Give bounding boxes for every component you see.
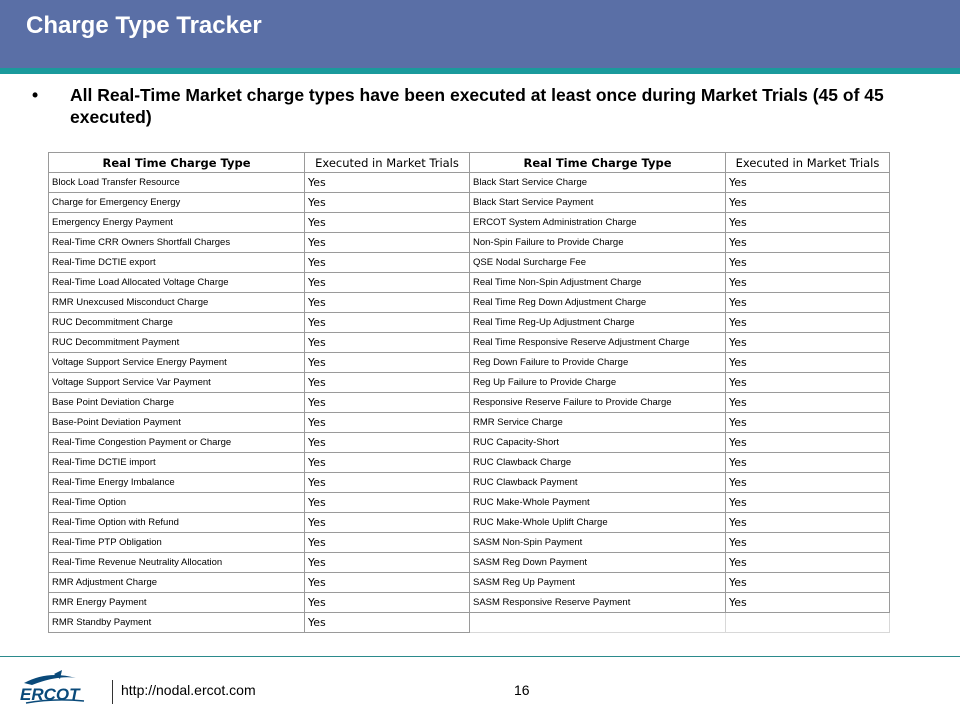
- table-row: [49, 293, 890, 313]
- executed-cell: Yes: [726, 353, 890, 373]
- executed-cell: Yes: [726, 213, 890, 233]
- table-row: [49, 593, 890, 613]
- table-row: [49, 373, 890, 393]
- charge-type-cell: Real Time Reg Down Adjustment Charge: [470, 293, 726, 313]
- charge-type-cell: RUC Capacity-Short: [470, 433, 726, 453]
- executed-cell: Yes: [726, 433, 890, 453]
- executed-cell: Yes: [305, 373, 470, 393]
- charge-type-cell: Base-Point Deviation Payment: [49, 413, 305, 433]
- bullet-marker: •: [32, 85, 39, 105]
- executed-cell: Yes: [726, 553, 890, 573]
- charge-type-cell: Voltage Support Service Var Payment: [49, 373, 305, 393]
- header-charge-type-left: Real Time Charge Type: [49, 153, 305, 173]
- executed-cell: Yes: [726, 233, 890, 253]
- charge-type-cell: Real-Time DCTIE export: [49, 253, 305, 273]
- header-executed-left: Executed in Market Trials: [305, 153, 470, 173]
- charge-type-cell: Real-Time Revenue Neutrality Allocation: [49, 553, 305, 573]
- charge-type-cell: SASM Reg Up Payment: [470, 573, 726, 593]
- ercot-logo: [18, 670, 93, 706]
- table-header-row: [49, 153, 890, 173]
- charge-type-cell: [470, 613, 726, 633]
- charge-type-cell: Charge for Emergency Energy: [49, 193, 305, 213]
- executed-cell: Yes: [305, 573, 470, 593]
- executed-cell: Yes: [305, 533, 470, 553]
- table-row: [49, 533, 890, 553]
- executed-cell: Yes: [305, 313, 470, 333]
- svg-text:ERCOT: ERCOT: [20, 685, 80, 704]
- charge-type-cell: Real-Time Option with Refund: [49, 513, 305, 533]
- executed-cell: Yes: [726, 373, 890, 393]
- charge-type-cell: Black Start Service Charge: [470, 173, 726, 193]
- table-row: [49, 213, 890, 233]
- table-row: [49, 313, 890, 333]
- charge-type-cell: Non-Spin Failure to Provide Charge: [470, 233, 726, 253]
- executed-cell: Yes: [726, 413, 890, 433]
- table-row: [49, 573, 890, 593]
- executed-cell: Yes: [726, 453, 890, 473]
- charge-type-cell: Emergency Energy Payment: [49, 213, 305, 233]
- header-executed-right: Executed in Market Trials: [726, 153, 890, 173]
- table-row: [49, 173, 890, 193]
- executed-cell: Yes: [726, 393, 890, 413]
- charge-type-cell: Real-Time Congestion Payment or Charge: [49, 433, 305, 453]
- executed-cell: Yes: [305, 433, 470, 453]
- executed-cell: Yes: [305, 273, 470, 293]
- executed-cell: Yes: [726, 533, 890, 553]
- executed-cell: Yes: [305, 553, 470, 573]
- charge-type-cell: ERCOT System Administration Charge: [470, 213, 726, 233]
- executed-cell: Yes: [726, 473, 890, 493]
- executed-cell: Yes: [305, 513, 470, 533]
- executed-cell: Yes: [305, 333, 470, 353]
- executed-cell: [726, 613, 890, 633]
- charge-type-cell: SASM Responsive Reserve Payment: [470, 593, 726, 613]
- charge-type-cell: Real-Time DCTIE import: [49, 453, 305, 473]
- accent-stripe: [0, 68, 960, 74]
- charge-type-cell: SASM Non-Spin Payment: [470, 533, 726, 553]
- executed-cell: Yes: [305, 233, 470, 253]
- charge-type-cell: RMR Standby Payment: [49, 613, 305, 633]
- executed-cell: Yes: [305, 613, 470, 633]
- charge-type-cell: Reg Up Failure to Provide Charge: [470, 373, 726, 393]
- executed-cell: Yes: [305, 193, 470, 213]
- charge-type-cell: RUC Clawback Payment: [470, 473, 726, 493]
- charge-type-cell: RMR Service Charge: [470, 413, 726, 433]
- charge-type-cell: RMR Unexcused Misconduct Charge: [49, 293, 305, 313]
- executed-cell: Yes: [305, 493, 470, 513]
- table-row: [49, 553, 890, 573]
- charge-type-cell: Real-Time Energy Imbalance: [49, 473, 305, 493]
- table-row: [49, 333, 890, 353]
- table-row: [49, 613, 890, 633]
- executed-cell: Yes: [305, 453, 470, 473]
- charge-type-cell: Real-Time Load Allocated Voltage Charge: [49, 273, 305, 293]
- executed-cell: Yes: [726, 293, 890, 313]
- charge-type-cell: QSE Nodal Surcharge Fee: [470, 253, 726, 273]
- charge-type-cell: RUC Clawback Charge: [470, 453, 726, 473]
- charge-type-table: [48, 152, 890, 633]
- executed-cell: Yes: [726, 493, 890, 513]
- charge-type-cell: RUC Decommitment Charge: [49, 313, 305, 333]
- charge-type-cell: RMR Adjustment Charge: [49, 573, 305, 593]
- executed-cell: Yes: [726, 593, 890, 613]
- charge-type-cell: Black Start Service Payment: [470, 193, 726, 213]
- footer-url[interactable]: http://nodal.ercot.com: [121, 682, 256, 698]
- table-body: [49, 173, 890, 633]
- executed-cell: Yes: [305, 413, 470, 433]
- executed-cell: Yes: [305, 253, 470, 273]
- executed-cell: Yes: [305, 293, 470, 313]
- table-row: [49, 433, 890, 453]
- executed-cell: Yes: [305, 393, 470, 413]
- executed-cell: Yes: [305, 353, 470, 373]
- bullet-text: All Real-Time Market charge types have been executed at least once during Market Trials (45 of 45 executed): [70, 85, 884, 127]
- executed-cell: Yes: [726, 273, 890, 293]
- table-row: [49, 453, 890, 473]
- executed-cell: Yes: [726, 513, 890, 533]
- charge-type-cell: Real-Time Option: [49, 493, 305, 513]
- charge-type-cell: RUC Make-Whole Uplift Charge: [470, 513, 726, 533]
- header-charge-type-right: Real Time Charge Type: [470, 153, 726, 173]
- charge-type-cell: Real-Time PTP Obligation: [49, 533, 305, 553]
- footer-divider-line: [0, 656, 960, 657]
- executed-cell: Yes: [726, 173, 890, 193]
- table-row: [49, 233, 890, 253]
- footer-vertical-divider: [112, 680, 113, 704]
- table-row: [49, 193, 890, 213]
- charge-type-cell: RMR Energy Payment: [49, 593, 305, 613]
- table-row: [49, 513, 890, 533]
- page-number: 16: [514, 682, 530, 698]
- charge-type-cell: RUC Make-Whole Payment: [470, 493, 726, 513]
- table-row: [49, 493, 890, 513]
- table-row: [49, 253, 890, 273]
- table-row: [49, 273, 890, 293]
- charge-type-cell: Block Load Transfer Resource: [49, 173, 305, 193]
- executed-cell: Yes: [726, 573, 890, 593]
- charge-type-cell: Voltage Support Service Energy Payment: [49, 353, 305, 373]
- executed-cell: Yes: [305, 213, 470, 233]
- executed-cell: Yes: [305, 473, 470, 493]
- slide-title: Charge Type Tracker: [26, 12, 262, 39]
- charge-type-cell: Real Time Non-Spin Adjustment Charge: [470, 273, 726, 293]
- charge-type-cell: Real Time Responsive Reserve Adjustment Charge: [470, 333, 726, 353]
- executed-cell: Yes: [726, 313, 890, 333]
- table-row: [49, 353, 890, 373]
- table-row: [49, 413, 890, 433]
- charge-type-cell: Real Time Reg-Up Adjustment Charge: [470, 313, 726, 333]
- executed-cell: Yes: [726, 333, 890, 353]
- executed-cell: Yes: [305, 593, 470, 613]
- charge-type-cell: Real-Time CRR Owners Shortfall Charges: [49, 233, 305, 253]
- executed-cell: Yes: [726, 193, 890, 213]
- charge-type-cell: RUC Decommitment Payment: [49, 333, 305, 353]
- table-row: [49, 393, 890, 413]
- charge-type-cell: Reg Down Failure to Provide Charge: [470, 353, 726, 373]
- charge-type-cell: Responsive Reserve Failure to Provide Charge: [470, 393, 726, 413]
- charge-type-cell: Base Point Deviation Charge: [49, 393, 305, 413]
- charge-type-cell: SASM Reg Down Payment: [470, 553, 726, 573]
- executed-cell: Yes: [305, 173, 470, 193]
- executed-cell: Yes: [726, 253, 890, 273]
- table-row: [49, 473, 890, 493]
